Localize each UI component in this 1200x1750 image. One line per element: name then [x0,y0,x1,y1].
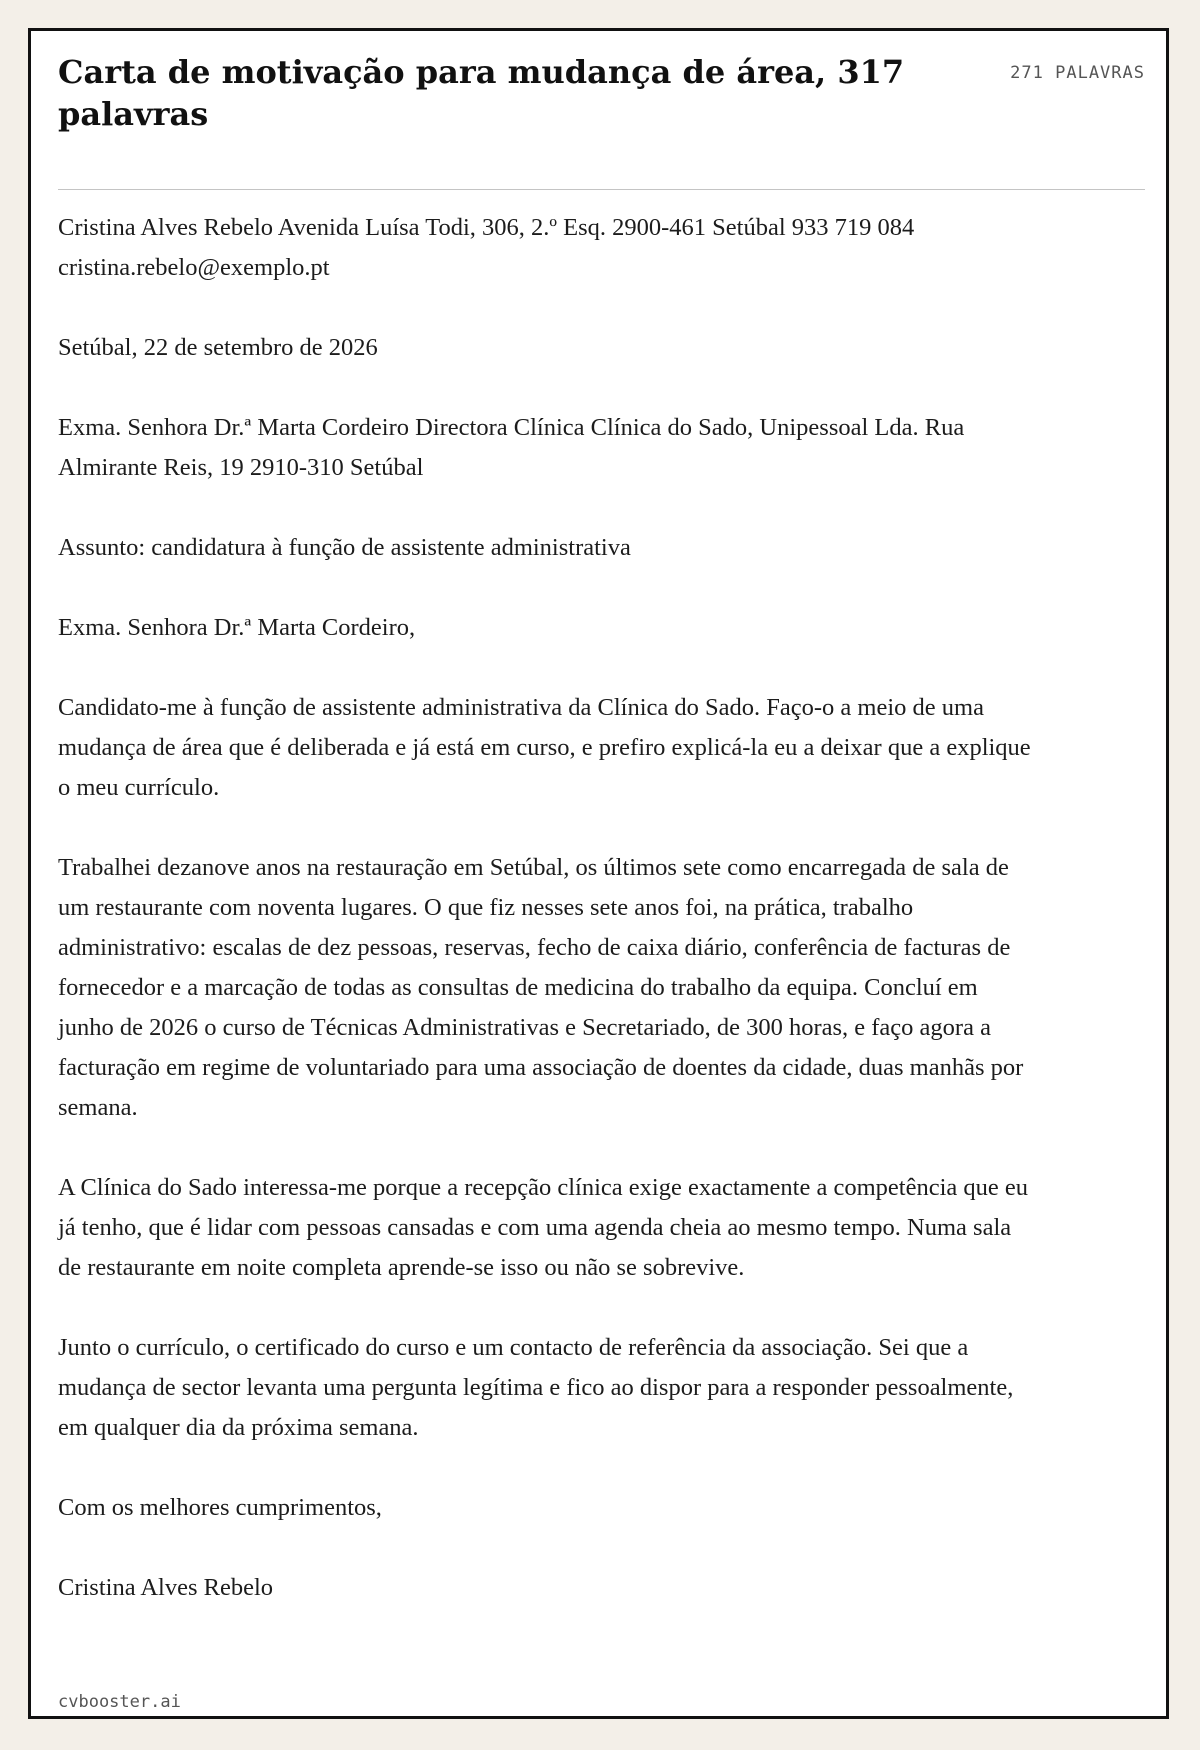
word-count-badge: 271 PALAVRAS [1010,63,1145,83]
recipient-address: Exma. Senhora Dr.ª Marta Cordeiro Directora Clínica Clínica do Sado, Unipessoal Lda. Rua Almirante Reis, 19 2910-310 Setúbal [58,414,965,481]
signature: Cristina Alves Rebelo [58,1574,274,1601]
body-paragraph-4: Junto o currículo, o certificado do curso e um contacto de referência da associação. Sei que a mudança de sector levanta uma pergunta legítima e fico ao dispor para a responder pessoalmente, em qualquer dia da próxima semana. [58,1334,1014,1441]
body-paragraph-1: Candidato-me à função de assistente administrativa da Clínica do Sado. Faço-o a meio de uma mudança de área que é deliberada e já está em curso, e prefiro explicá-la eu a deixar que a explique o meu currículo. [58,694,1031,801]
body-paragraph-3: A Clínica do Sado interessa-me porque a recepção clínica exige exactamente a competência que eu já tenho, que é lidar com pessoas cansadas e com uma agenda cheia ao mesmo tempo. Numa sala de restaurante em noite completa aprende-se isso ou não se sobrevive. [58,1174,1029,1281]
letter-subject: Assunto: candidatura à função de assistente administrativa [58,534,631,561]
brand-footer: cvbooster.ai [58,1692,181,1712]
closing: Com os melhores cumprimentos, [58,1494,382,1521]
sender-address: Cristina Alves Rebelo Avenida Luísa Todi, 306, 2.º Esq. 2900-461 Setúbal 933 719 084 cristina.rebelo@exemplo.pt [58,214,915,281]
body-paragraph-2: Trabalhei dezanove anos na restauração em Setúbal, os últimos sete como encarregada de sala de um restaurante com noventa lugares. O que fiz nesses sete anos foi, na prática, trabalho administrativo: escalas de dez pessoas, reservas, fecho de caixa diário, conferência de facturas de fornecedor e a marcação de todas as consultas de medicina do trabalho da equipa. Concluí em junho de 2026 o curso de Técnicas Administrativas e Secretariado, de 300 horas, e faço agora a facturação em regime de voluntariado para uma associação de doentes da cidade, duas manhãs por semana. [58,854,1024,1121]
letter-date: Setúbal, 22 de setembro de 2026 [58,334,378,361]
letter-card [28,28,1169,1719]
letter-body [58,208,1038,1608]
salutation: Exma. Senhora Dr.ª Marta Cordeiro, [58,614,416,641]
letter-header [58,51,1145,190]
page-title: Carta de motivação para mudança de área, 317 palavras [58,53,905,133]
